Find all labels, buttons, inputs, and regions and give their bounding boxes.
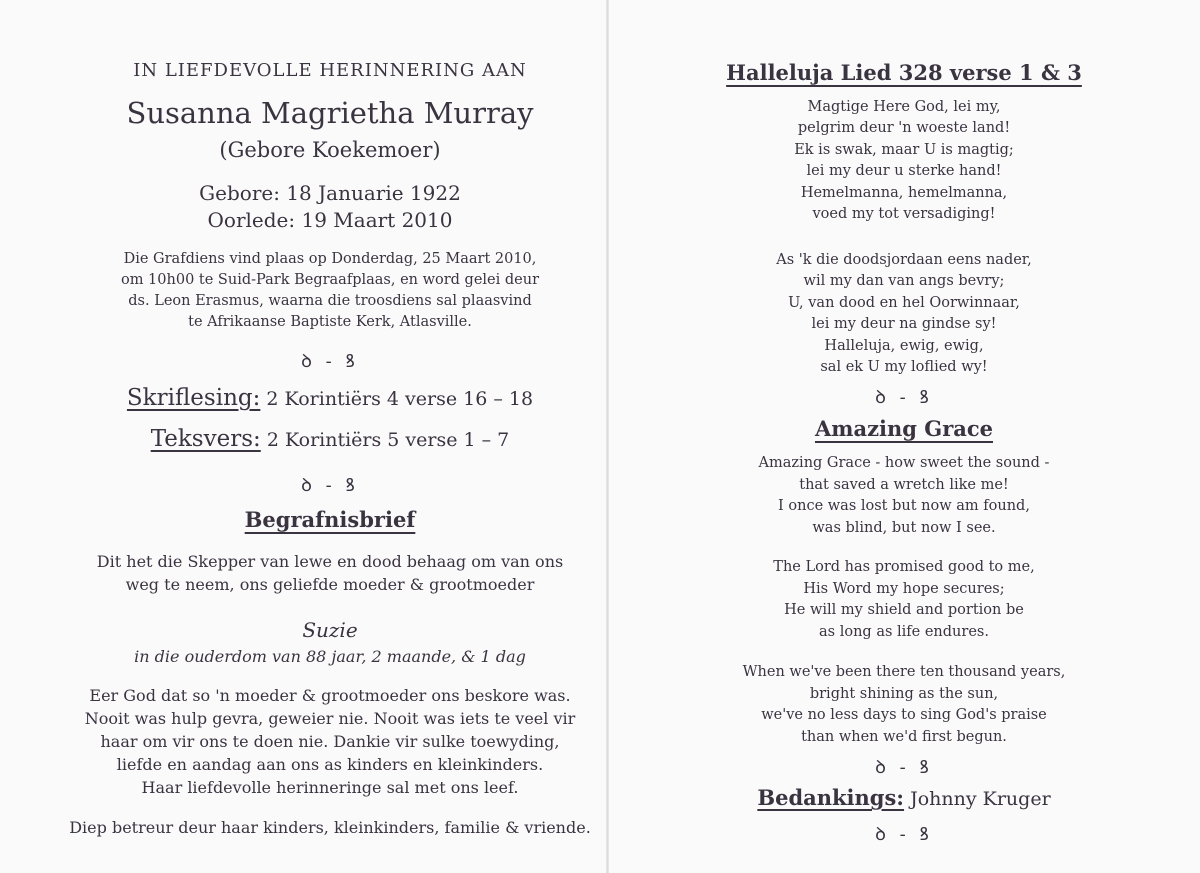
mourners-line: Diep betreur deur haar kinders, kleinkinders, familie & vriende. — [69, 818, 591, 837]
intro-heading: IN LIEFDEVOLLE HERINNERING AAN — [133, 60, 527, 81]
hymn-title: Halleluja Lied 328 verse 1 & 3 — [726, 60, 1082, 85]
hymn-verse-line: wil my dan van angs bevry; — [803, 273, 1005, 289]
letter-intro-line: weg te neem, ons geliefde moeder & grootmoeder — [125, 575, 535, 594]
ornament-divider: ꝺ - ꝸ — [301, 475, 359, 496]
grace-verse-line: bright shining as the sun, — [809, 686, 999, 702]
scripture-reading — [20, 385, 640, 411]
hymn-verse-line: Ek is swak, maar U is magtig; — [794, 142, 1014, 158]
acknowledgements-name: Johnny Kruger — [910, 788, 1051, 810]
birth-date: Gebore: 18 Januarie 1922 — [199, 181, 461, 205]
hymn-verse-line: lei my deur na gindse sy! — [811, 316, 997, 332]
grace-verse-line: we've no less days to sing God's praise — [761, 707, 1047, 723]
grace-verse-line: When we've been there ten thousand years, — [742, 664, 1066, 680]
tribute-line: liefde en aandag aan ons as kinders en kleinkinders. — [116, 755, 544, 774]
service-line: te Afrikaanse Baptiste Kerk, Atlasville. — [188, 314, 472, 330]
service-line: Die Grafdiens vind plaas op Donderdag, 25 Maart 2010, — [123, 251, 537, 267]
text-verse-text: 2 Korintiërs 5 verse 1 – 7 — [266, 429, 510, 451]
tribute-line: Haar liefdevolle herinneringe sal met ons leef. — [141, 778, 519, 797]
grace-verse-line: His Word my hope secures; — [803, 581, 1005, 597]
right-page — [608, 0, 1200, 873]
hymn-verse-line: voed my tot versadiging! — [812, 206, 996, 222]
scripture-reading-label: Skriflesing: — [126, 385, 261, 411]
grace-verse-line: He will my shield and portion be — [784, 602, 1024, 618]
hymn-verse-line: sal ek U my loflied wy! — [820, 359, 988, 375]
grace-verse-line: than when we'd first begun. — [801, 729, 1007, 745]
nickname: Suzie — [302, 618, 358, 642]
maiden-name: (Gebore Koekemoer) — [219, 138, 441, 162]
letter-intro-line: Dit het die Skepper van lewe en dood behaag om van ons — [96, 552, 564, 571]
grace-verse-line: Amazing Grace - how sweet the sound - — [758, 455, 1050, 471]
hymn-verse-line: Halleluja, ewig, ewig, — [824, 338, 984, 354]
funeral-letter-title: Begrafnisbrief — [244, 507, 416, 532]
service-line: om 10h00 te Suid-Park Begraafplaas, en word gelei deur — [120, 272, 540, 288]
tribute-line: Eer God dat so 'n moeder & grootmoeder ons beskore was. — [89, 686, 571, 705]
grace-verse-line: as long as life endures. — [819, 624, 989, 640]
tribute-line: haar om vir ons te doen nie. Dankie vir sulke toewyding, — [100, 732, 560, 751]
acknowledgements-label: Bedankings: — [757, 785, 905, 810]
death-date: Oorlede: 19 Maart 2010 — [207, 208, 453, 232]
hymn-verse-line: U, van dood en hel Oorwinnaar, — [788, 295, 1020, 311]
ornament-divider: ꝺ - ꝸ — [875, 387, 933, 408]
grace-verse-line: that saved a wretch like me! — [799, 477, 1009, 493]
text-verse — [20, 426, 640, 452]
deceased-name: Susanna Magrietha Murray — [126, 96, 534, 130]
ornament-divider: ꝺ - ꝸ — [875, 824, 933, 845]
hymn-verse-line: Magtige Here God, lei my, — [807, 99, 1001, 115]
tribute-line: Nooit was hulp gevra, geweier nie. Nooit was iets te veel vir — [84, 709, 576, 728]
acknowledgements — [608, 785, 1200, 810]
scripture-reading-text: 2 Korintiërs 4 verse 16 – 18 — [266, 388, 534, 410]
service-line: ds. Leon Erasmus, waarna die troosdiens sal plaasvind — [128, 293, 532, 309]
hymn-verse-line: lei my deur u sterke hand! — [806, 163, 1002, 179]
hymn-verse-line: As 'k die doodsjordaan eens nader, — [776, 252, 1032, 268]
grace-verse-line: was blind, but now I see. — [812, 520, 996, 536]
ornament-divider: ꝺ - ꝸ — [875, 757, 933, 778]
text-verse-label: Teksvers: — [150, 426, 261, 452]
grace-verse-line: The Lord has promised good to me, — [773, 559, 1035, 575]
grace-verse-line: I once was lost but now am found, — [778, 498, 1030, 514]
amazing-grace-title: Amazing Grace — [814, 416, 994, 441]
hymn-verse-line: Hemelmanna, hemelmanna, — [800, 185, 1008, 201]
hymn-verse-line: pelgrim deur 'n woeste land! — [797, 120, 1011, 136]
ornament-divider: ꝺ - ꝸ — [301, 351, 359, 372]
age-line: in die ouderdom van 88 jaar, 2 maande, & 1 dag — [134, 647, 526, 666]
